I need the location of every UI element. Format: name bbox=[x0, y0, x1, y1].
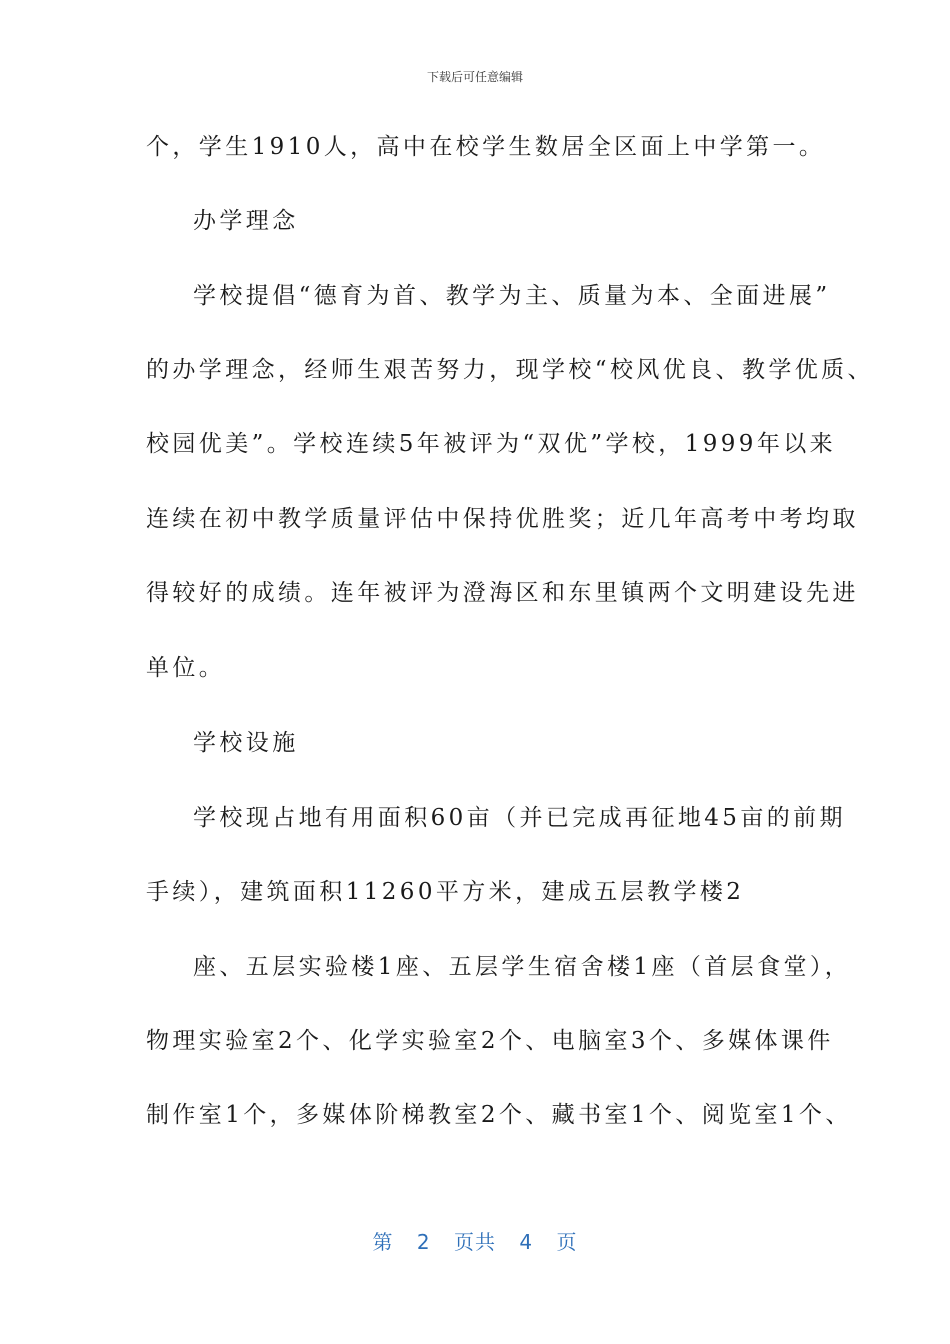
page-label-suffix: 页 bbox=[556, 1230, 578, 1254]
body-line-12: 座、五层实验楼1座、五层学生宿舍楼1座（首层食堂）， bbox=[193, 954, 852, 980]
body-line-3: 学校提倡“德育为首、教学为主、质量为本、全面进展” bbox=[193, 283, 831, 309]
section-heading-facilities: 学校设施 bbox=[193, 730, 299, 756]
header-note: 下载后可任意编辑 bbox=[426, 70, 523, 84]
section-heading-philosophy: 办学理念 bbox=[193, 208, 299, 234]
body-line-7: 得较好的成绩。连年被评为澄海区和东里镇两个文明建设先进 bbox=[146, 580, 859, 606]
body-line-4: 的办学理念，经师生艰苦努力，现学校“校风优良、教学优质、 bbox=[146, 357, 874, 383]
body-line-5: 校园优美”。学校连续5年被评为“双优”学校，1999年以来 bbox=[146, 431, 837, 457]
page-number: 2 bbox=[416, 1230, 431, 1254]
body-line-11: 手续），建筑面积11260平方米，建成五层教学楼2 bbox=[146, 879, 745, 905]
page-total: 4 bbox=[519, 1230, 534, 1254]
body-line-14: 制作室1个，多媒体阶梯教室2个、藏书室1个、阅览室1个、 bbox=[146, 1102, 852, 1128]
body-line-6: 连续在初中教学质量评估中保持优胜奖；近几年高考中考均取 bbox=[146, 506, 859, 532]
page-label-mid: 页共 bbox=[454, 1230, 496, 1254]
body-line-1: 个，学生1910人，高中在校学生数居全区面上中学第一。 bbox=[146, 134, 826, 160]
page-footer bbox=[0, 1226, 950, 1255]
body-line-8: 单位。 bbox=[146, 655, 226, 681]
body-line-13: 物理实验室2个、化学实验室2个、电脑室3个、多媒体课件 bbox=[146, 1028, 834, 1054]
body-line-10: 学校现占地有用面积60亩（并已完成再征地45亩的前期 bbox=[193, 805, 846, 831]
page-label-prefix: 第 bbox=[372, 1230, 394, 1254]
